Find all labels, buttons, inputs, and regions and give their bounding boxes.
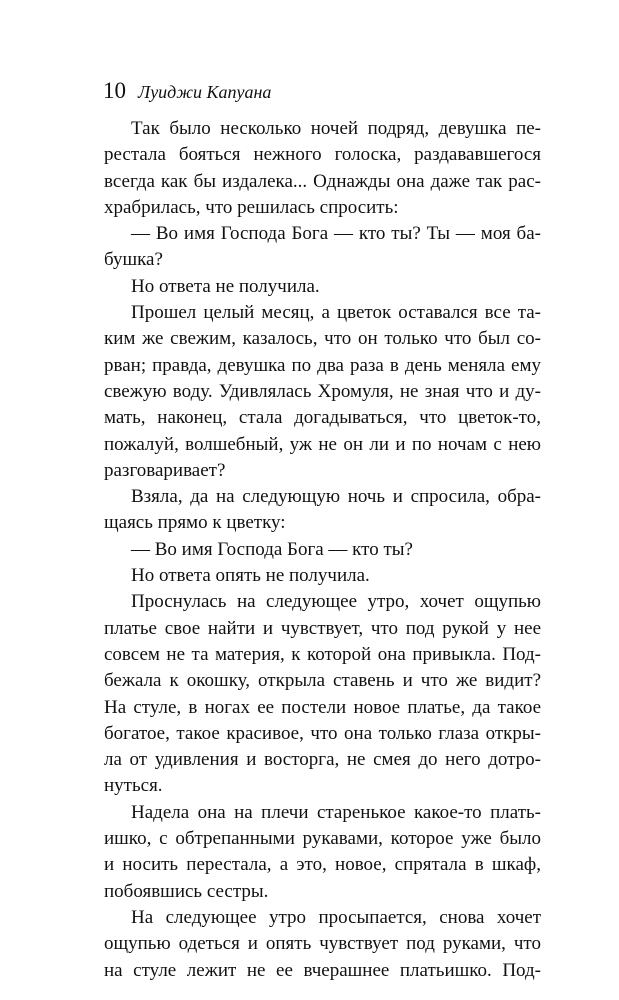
text-line: ощупью одеться и опять чувствует под руками, что — [104, 933, 541, 955]
text-line: бежала к окошку, открыла ставень и что же видит? — [104, 670, 541, 692]
text-line: На стуле, в ногах ее постели новое платье, да такое — [104, 696, 541, 718]
text-line: всегда как бы издалека... Однажды она даже так рас- — [104, 170, 541, 192]
page-header — [103, 78, 271, 104]
text-line: свежую воду. Удивлялась Хромуля, не зная что и ду- — [104, 380, 541, 402]
text-line: нуться. — [104, 775, 163, 797]
text-line: разговаривает? — [104, 459, 226, 481]
text-line: Но ответа не получила. — [131, 275, 320, 297]
text-line: богатое, такое красивое, что она только глаза откры- — [104, 722, 541, 744]
text-line: щаясь прямо к цветку: — [104, 512, 286, 534]
text-line: рван; правда, девушка по два раза в день меняла ему — [104, 354, 541, 376]
running-head: Луиджи Капуана — [138, 82, 272, 102]
text-line: пожалуй, волшебный, уж не он ли и по ночам с нею — [104, 433, 541, 455]
text-line: Но ответа опять не получила. — [131, 565, 370, 587]
text-line: Так было несколько ночей подряд, девушка пе- — [131, 118, 541, 139]
text-line: Взяла, да на следующую ночь и спросила, обра- — [131, 486, 541, 508]
text-line: Надела она на плечи старенькое какое-то плать- — [131, 801, 541, 823]
body-text — [104, 116, 541, 984]
text-line: платье свое найти и чувствует, что под рукой у нее — [104, 617, 541, 639]
text-line: побоявшись сестры. — [104, 880, 269, 902]
text-line: Проснулась на следующее утро, хочет ощупью — [131, 591, 541, 613]
text-line: храбрилась, что решилась спросить: — [104, 196, 399, 218]
text-line: рестала бояться нежного голоска, раздававшегося — [104, 144, 541, 166]
text-line: На следующее утро просыпается, снова хочет — [131, 906, 541, 928]
text-line: Прошел целый месяц, а цветок оставался все та- — [131, 302, 541, 324]
text-line: ла от удивления и восторга, не смея до него дотро- — [104, 749, 541, 771]
text-line: на стуле лежит не ее вчерашнее платьишко. Под- — [104, 959, 541, 981]
page-number: 10 — [103, 78, 126, 103]
text-line: мать, наконец, стала догадываться, что цветок-то, — [104, 407, 541, 429]
text-line: ишко, с обтрепанными рукавами, которое уже было — [104, 828, 541, 850]
text-line: ким же свежим, казалось, что он только что был со- — [104, 328, 541, 350]
text-line: и носить перестала, а это, новое, спрятала в шкаф, — [104, 854, 541, 876]
text-line: — Во имя Господа Бога — кто ты? — [131, 538, 413, 560]
text-line: — Во имя Господа Бога — кто ты? Ты — моя ба- — [131, 223, 541, 245]
text-line: бушка? — [104, 249, 163, 271]
text-line: совсем не та материя, к которой она привыкла. Под- — [104, 643, 541, 665]
